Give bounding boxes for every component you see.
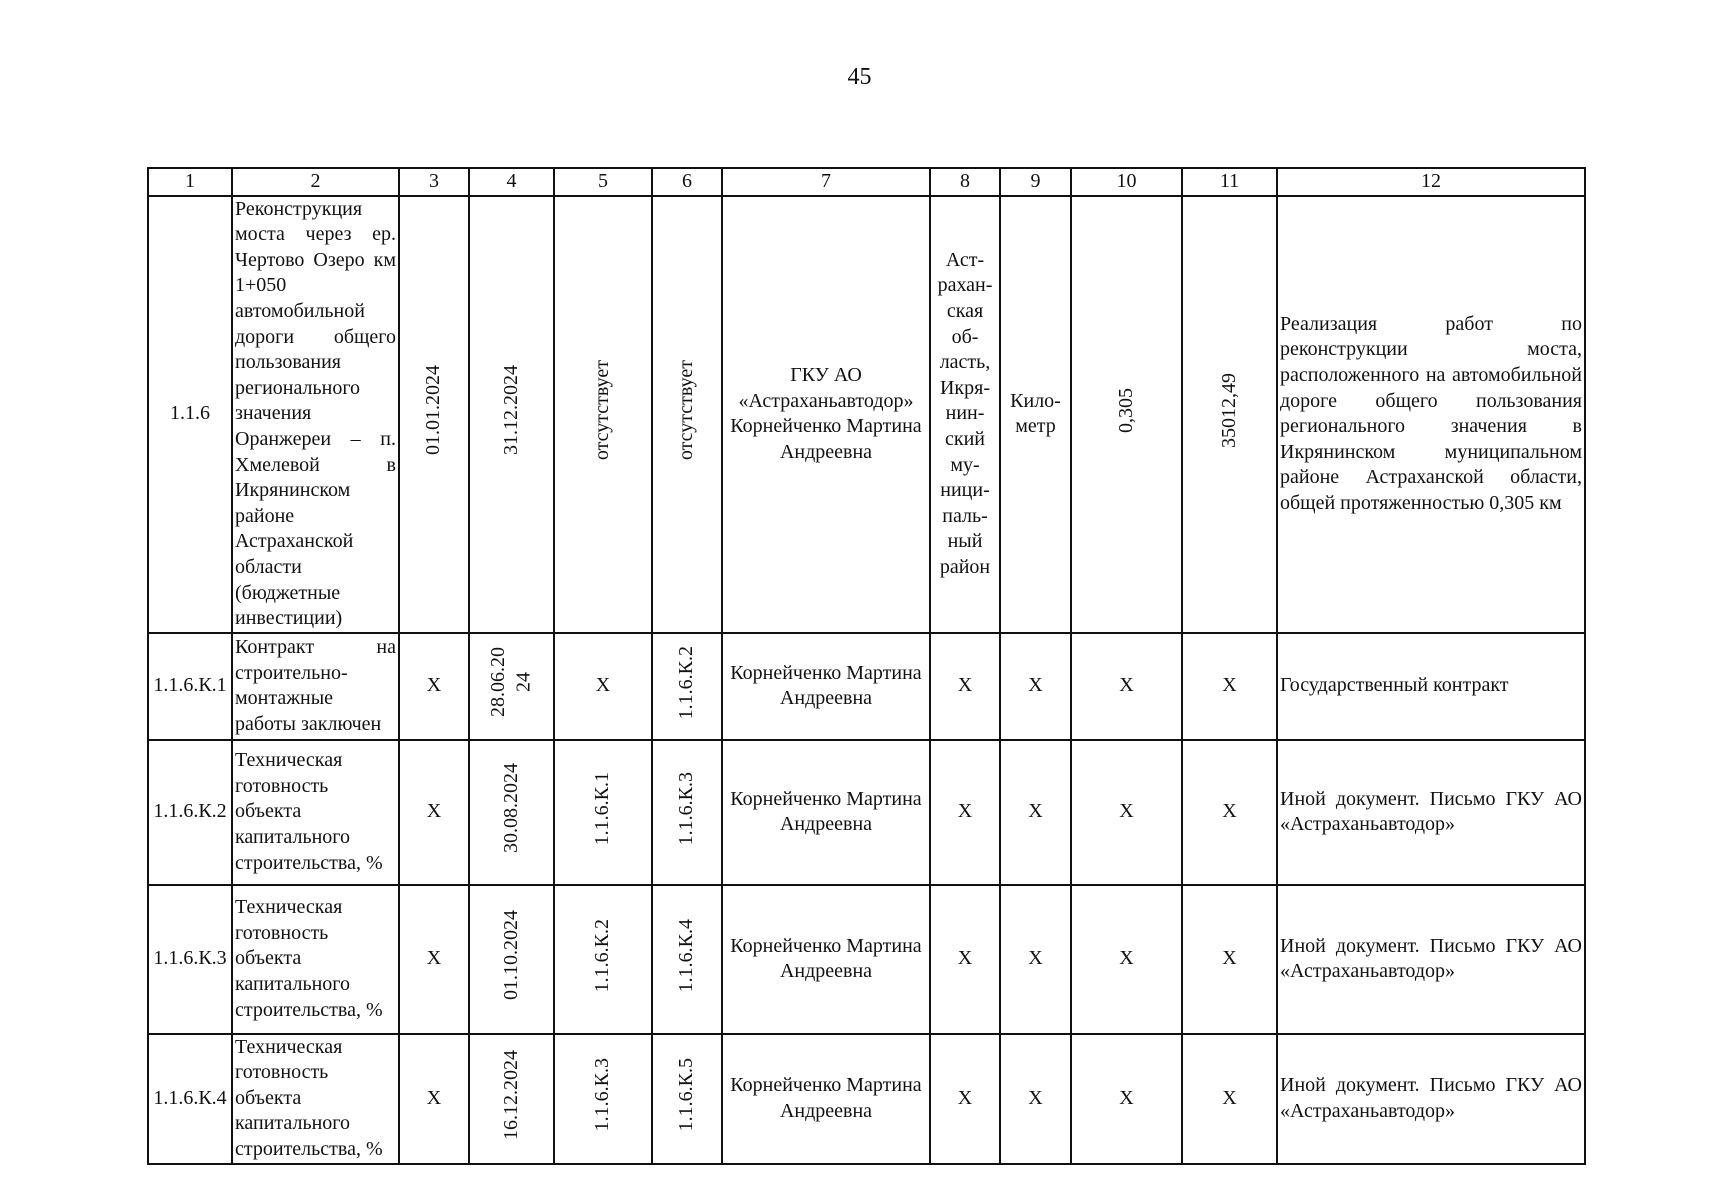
successor: 1.1.6.К.4: [675, 918, 698, 993]
successor-cell: [652, 885, 722, 1034]
column-number: 9: [1000, 168, 1071, 196]
end-date-cell: [469, 633, 554, 740]
row-number: 1.1.6.К.1: [148, 633, 232, 740]
description: Государственный контракт: [1277, 633, 1585, 740]
successor: отсутствует: [675, 360, 698, 461]
column-number: 6: [652, 168, 722, 196]
predecessor: отсутствует: [591, 360, 614, 461]
description: Иной документ. Письмо ГКУ АО «Астраханьавтодор»: [1277, 885, 1585, 1034]
successor-cell: [652, 740, 722, 885]
column-number: 2: [232, 168, 399, 196]
start-date: X: [399, 1034, 469, 1164]
value: 0,305: [1114, 387, 1137, 433]
table-row: [148, 196, 1585, 633]
unit: X: [1000, 885, 1071, 1034]
column-number: 5: [554, 168, 652, 196]
successor-cell: [652, 633, 722, 740]
result-name: Техническая готовность объекта капитального строительства, %: [232, 740, 399, 885]
end-date-cell: [469, 740, 554, 885]
predecessor-cell: [554, 740, 652, 885]
column-number: 12: [1277, 168, 1585, 196]
end-date: 16.12.2024: [499, 1049, 522, 1140]
amount: X: [1182, 885, 1277, 1034]
plan-table: [147, 167, 1586, 1165]
successor: 1.1.6.К.3: [675, 771, 698, 846]
predecessor-cell: [554, 885, 652, 1034]
column-number: 10: [1071, 168, 1182, 196]
value: X: [1071, 740, 1182, 885]
successor-cell: [652, 196, 722, 633]
row-number: 1.1.6: [148, 196, 232, 633]
row-number: 1.1.6.К.3: [148, 885, 232, 1034]
description: Реализация работ по реконструкции моста, расположенного на автомобильной дороге общего пользования регионального значения в Икрянинском муниципальном районе Астраханской области, общей протяженностью 0,305 км: [1277, 196, 1585, 633]
column-number: 7: [722, 168, 930, 196]
unit: X: [1000, 633, 1071, 740]
value: X: [1071, 885, 1182, 1034]
page-number: 45: [847, 64, 872, 90]
value: X: [1071, 1034, 1182, 1164]
amount: X: [1182, 740, 1277, 885]
result-name: Реконструкция моста через ер. Чертово Озеро км 1+050 автомобильной дороги общего пользования регионального значения Оранжереи – п. Хмелевой в Икрянинском районе Астраханской области (бюджетные инвестиции): [232, 196, 399, 633]
end-date-cell: [469, 1034, 554, 1164]
column-number: 8: [930, 168, 1000, 196]
responsible: Корнейченко Мартина Андреевна: [722, 885, 930, 1034]
description: Иной документ. Письмо ГКУ АО «Астраханьавтодор»: [1277, 740, 1585, 885]
responsible: Корнейченко Мартина Андреевна: [722, 740, 930, 885]
row-number: 1.1.6.К.2: [148, 740, 232, 885]
description: Иной документ. Письмо ГКУ АО «Астраханьавтодор»: [1277, 1034, 1585, 1164]
successor: 1.1.6.К.5: [675, 1058, 698, 1132]
column-number-row: [148, 168, 1585, 196]
column-number: 3: [399, 168, 469, 196]
end-date-cell: [469, 885, 554, 1034]
successor: 1.1.6.К.2: [675, 645, 698, 720]
amount: 35012,49: [1217, 372, 1240, 448]
territory: X: [930, 740, 1000, 885]
result-name: Техническая готовность объекта капитального строительства, %: [232, 1034, 399, 1164]
end-date: 01.10.2024: [499, 910, 522, 1001]
end-date: 28.06.20 24: [486, 647, 535, 718]
start-date: X: [399, 740, 469, 885]
predecessor-cell: [554, 196, 652, 633]
unit: X: [1000, 740, 1071, 885]
predecessor: X: [554, 633, 652, 740]
result-name: Техническая готовность объекта капитального строительства, %: [232, 885, 399, 1034]
amount: X: [1182, 633, 1277, 740]
column-number: 11: [1182, 168, 1277, 196]
unit: Кило- метр: [1000, 196, 1071, 633]
responsible: Корнейченко Мартина Андреевна: [722, 633, 930, 740]
territory: X: [930, 633, 1000, 740]
responsible: Корнейченко Мартина Андреевна: [722, 1034, 930, 1164]
predecessor-cell: [554, 1034, 652, 1164]
predecessor: 1.1.6.К.1: [591, 771, 614, 846]
territory: X: [930, 885, 1000, 1034]
unit: X: [1000, 1034, 1071, 1164]
start-date: X: [399, 885, 469, 1034]
start-date-cell: [399, 196, 469, 633]
predecessor: 1.1.6.К.3: [591, 1058, 614, 1132]
end-date-cell: [469, 196, 554, 633]
amount: X: [1182, 1034, 1277, 1164]
table-row: [148, 885, 1585, 1034]
start-date: 01.01.2024: [422, 365, 445, 456]
end-date: 31.12.2024: [499, 365, 522, 456]
table-row: [148, 633, 1585, 740]
value: X: [1071, 633, 1182, 740]
row-number: 1.1.6.К.4: [148, 1034, 232, 1164]
predecessor: 1.1.6.К.2: [591, 918, 614, 993]
column-number: 4: [469, 168, 554, 196]
amount-cell: [1182, 196, 1277, 633]
start-date: X: [399, 633, 469, 740]
territory: Аст- рахан- ская об- ласть, Икря- нин- ский му- ници- паль- ный район: [930, 196, 1000, 633]
table-row: [148, 1034, 1585, 1164]
table-row: [148, 740, 1585, 885]
territory: X: [930, 1034, 1000, 1164]
successor-cell: [652, 1034, 722, 1164]
responsible: ГКУ АО «Астраханьавтодор» Корнейченко Мартина Андреевна: [722, 196, 930, 633]
end-date: 30.08.2024: [499, 763, 522, 854]
column-number: 1: [148, 168, 232, 196]
value-cell: [1071, 196, 1182, 633]
result-name: Контракт на строительно-монтажные работы заключен: [232, 633, 399, 740]
